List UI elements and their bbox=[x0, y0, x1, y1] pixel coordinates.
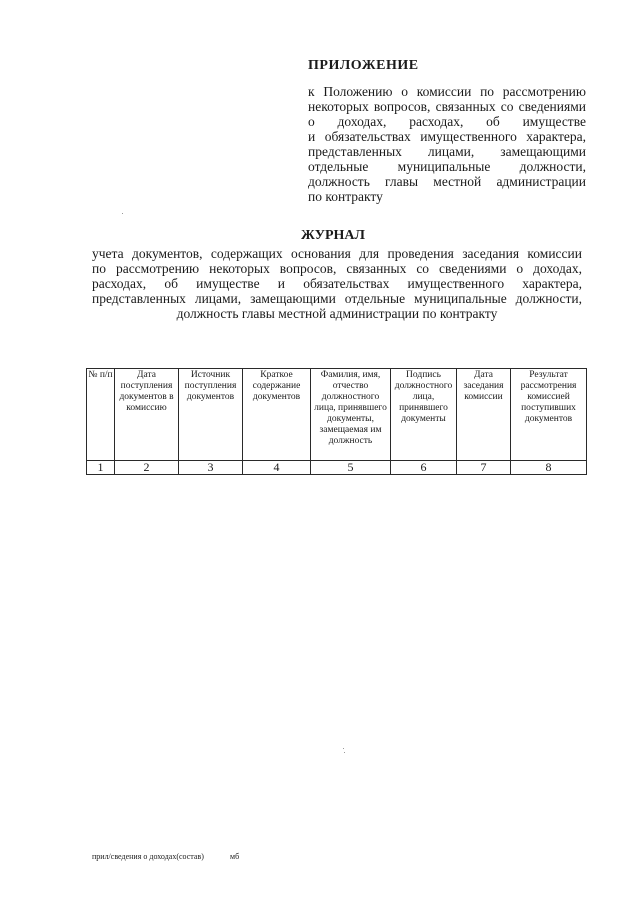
journal-subtitle-line: по рассмотрению некоторых вопросов, связанных со сведениями о доходах, bbox=[92, 261, 582, 276]
table-row bbox=[87, 461, 587, 475]
journal-subtitle-line: должность главы местной администрации по контракту bbox=[176, 306, 498, 321]
column-number-cell: 5 bbox=[311, 461, 391, 475]
footer-code: мб bbox=[230, 852, 240, 861]
header-summary: Краткое содержание документов bbox=[243, 369, 311, 461]
scan-speck bbox=[344, 752, 345, 753]
column-number-cell: 4 bbox=[243, 461, 311, 475]
journal-table bbox=[86, 368, 587, 475]
column-number-cell: 8 bbox=[511, 461, 587, 475]
header-meeting-date: Дата заседания комиссии bbox=[457, 369, 511, 461]
header-source: Источник поступления документов bbox=[179, 369, 243, 461]
appendix-line: по контракту bbox=[308, 189, 383, 204]
journal-subtitle bbox=[92, 246, 582, 321]
appendix-line: о доходах, расходах, об имуществе bbox=[308, 114, 586, 129]
appendix-line: к Положению о комиссии по рассмотрению bbox=[308, 84, 586, 99]
journal-subtitle-line: учета документов, содержащих основания для проведения заседания комиссии bbox=[92, 246, 582, 261]
appendix-line: и обязательствах имущественного характера, bbox=[308, 129, 586, 144]
appendix-line: представленных лицами, замещающими bbox=[308, 144, 586, 159]
header-result: Результат рассмотрения комиссией поступивших документов bbox=[511, 369, 587, 461]
column-number-cell: 7 bbox=[457, 461, 511, 475]
column-number-cell: 1 bbox=[87, 461, 115, 475]
appendix-text bbox=[308, 84, 586, 204]
appendix-line: некоторых вопросов, связанных со сведениями bbox=[308, 99, 586, 114]
scan-speck bbox=[122, 213, 123, 214]
footer-file-path: прил/сведения о доходах(состав) bbox=[92, 852, 204, 861]
header-official-name: Фамилия, имя, отчество должностного лица, принявшего документы, замещаемая им должность bbox=[311, 369, 391, 461]
journal-subtitle-line: расходах, об имуществе и обязательствах имущественного характера, bbox=[92, 276, 582, 291]
appendix-line: должность главы местной администрации bbox=[308, 174, 586, 189]
header-receipt-date: Дата поступления документов в комиссию bbox=[115, 369, 179, 461]
header-signature: Подпись должностного лица, принявшего документы bbox=[391, 369, 457, 461]
table-header-row bbox=[87, 369, 587, 461]
appendix-title: ПРИЛОЖЕНИЕ bbox=[308, 58, 419, 73]
column-number-cell: 2 bbox=[115, 461, 179, 475]
journal-title: ЖУРНАЛ bbox=[301, 228, 365, 243]
column-number-cell: 6 bbox=[391, 461, 457, 475]
column-number-cell: 3 bbox=[179, 461, 243, 475]
header-number: № п/п bbox=[87, 369, 115, 461]
scan-speck bbox=[343, 748, 344, 749]
journal-subtitle-line: представленных лицами, замещающими отдельные муниципальные должности, bbox=[92, 291, 582, 306]
appendix-line: отдельные муниципальные должности, bbox=[308, 159, 586, 174]
